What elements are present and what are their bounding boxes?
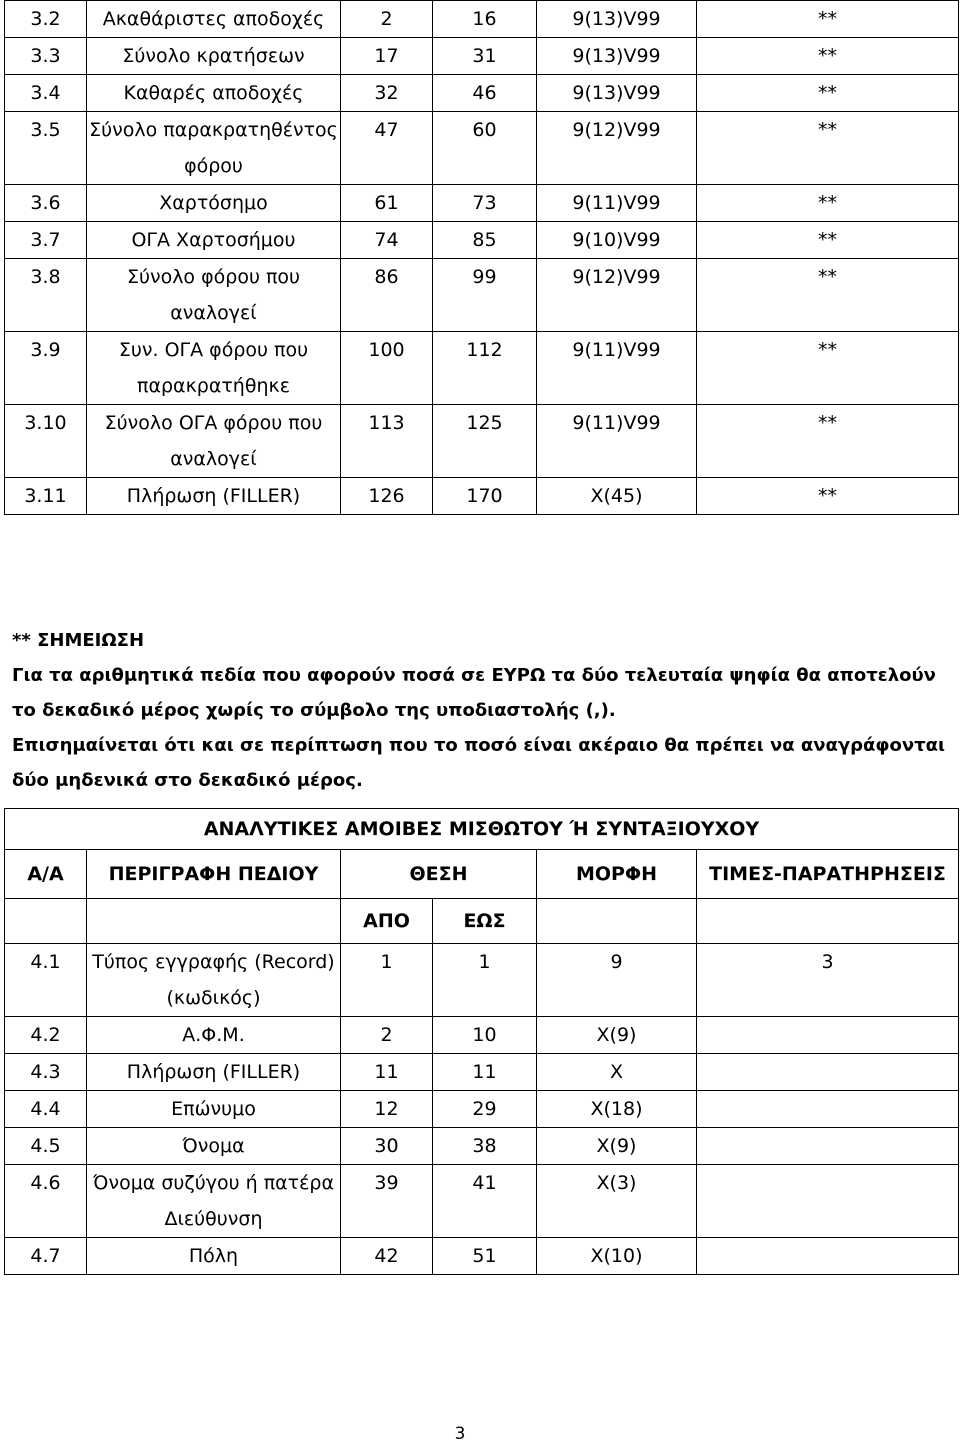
cell-format: 9(13)V99 xyxy=(537,1,697,38)
cell-notes: ** xyxy=(697,185,959,222)
cell-to: 51 xyxy=(433,1238,537,1275)
header-aa: Α/Α xyxy=(5,850,87,899)
cell-description xyxy=(87,1238,341,1275)
table-row xyxy=(5,259,959,332)
table-row xyxy=(5,478,959,515)
description-line: φόρου xyxy=(184,155,243,177)
description-line: Όνομα συζύγου ή πατέρα xyxy=(93,1172,334,1194)
cell-format: 9(11)V99 xyxy=(537,405,697,478)
cell-description xyxy=(87,38,341,75)
cell-notes: 3 xyxy=(697,944,959,1017)
description-line: Πλήρωση (FILLER) xyxy=(126,1061,301,1083)
cell-description xyxy=(87,1054,341,1091)
cell-description xyxy=(87,332,341,405)
table-row xyxy=(5,75,959,112)
table-row xyxy=(5,1128,959,1165)
cell-description xyxy=(87,944,341,1017)
cell-aa: 4.1 xyxy=(5,944,87,1017)
cell-to: 46 xyxy=(433,75,537,112)
description-line: Επώνυμο xyxy=(171,1098,256,1120)
fields-table-bottom xyxy=(4,808,959,1275)
subheader-empty-notes xyxy=(697,899,959,944)
cell-description xyxy=(87,1165,341,1238)
description-line: (κωδικός) xyxy=(166,987,261,1009)
cell-description xyxy=(87,1091,341,1128)
cell-aa: 4.6 xyxy=(5,1165,87,1238)
cell-aa: 3.9 xyxy=(5,332,87,405)
table-row xyxy=(5,222,959,259)
cell-aa: 3.10 xyxy=(5,405,87,478)
cell-description xyxy=(87,112,341,185)
cell-notes: ** xyxy=(697,1,959,38)
cell-aa: 3.11 xyxy=(5,478,87,515)
table-row xyxy=(5,1,959,38)
description-line: αναλογεί xyxy=(170,302,257,324)
cell-to: 125 xyxy=(433,405,537,478)
table-row xyxy=(5,1017,959,1054)
cell-to: 29 xyxy=(433,1091,537,1128)
cell-to: 85 xyxy=(433,222,537,259)
cell-format: X xyxy=(537,1054,697,1091)
cell-notes xyxy=(697,1054,959,1091)
header-notes: ΤΙΜΕΣ-ΠΑΡΑΤΗΡΗΣΕΙΣ xyxy=(697,850,959,899)
cell-description xyxy=(87,1017,341,1054)
cell-description xyxy=(87,1,341,38)
cell-format: X(3) xyxy=(537,1165,697,1238)
header-position: ΘΕΣΗ xyxy=(341,850,537,899)
description-line: Σύνολο κρατήσεων xyxy=(122,45,305,67)
notes-section xyxy=(12,623,952,798)
notes-heading: ** ΣΗΜΕΙΩΣΗ xyxy=(12,630,145,651)
cell-format: X(10) xyxy=(537,1238,697,1275)
cell-aa: 3.7 xyxy=(5,222,87,259)
cell-description xyxy=(87,1128,341,1165)
cell-notes: ** xyxy=(697,259,959,332)
cell-description xyxy=(87,222,341,259)
description-line: Διεύθυνση xyxy=(164,1208,263,1230)
cell-description xyxy=(87,478,341,515)
cell-from: 113 xyxy=(341,405,433,478)
header-description: ΠΕΡΙΓΡΑΦΗ ΠΕΔΙΟΥ xyxy=(87,850,341,899)
cell-from: 2 xyxy=(341,1017,433,1054)
description-line: αναλογεί xyxy=(170,448,257,470)
cell-format: 9 xyxy=(537,944,697,1017)
cell-notes: ** xyxy=(697,405,959,478)
cell-aa: 3.3 xyxy=(5,38,87,75)
cell-notes xyxy=(697,1091,959,1128)
cell-description xyxy=(87,185,341,222)
notes-paragraph-2: Επισημαίνεται ότι και σε περίπτωση που το ποσό είναι ακέραιο θα πρέπει να αναγράφονται δύο μηδενικά στο δεκαδικό μέρος. xyxy=(12,735,945,791)
cell-from: 32 xyxy=(341,75,433,112)
cell-format: X(9) xyxy=(537,1128,697,1165)
cell-to: 38 xyxy=(433,1128,537,1165)
cell-notes: ** xyxy=(697,38,959,75)
cell-aa: 3.5 xyxy=(5,112,87,185)
cell-format: X(45) xyxy=(537,478,697,515)
table-row xyxy=(5,1091,959,1128)
description-line: Σύνολο παρακρατηθέντος xyxy=(89,119,338,141)
cell-to: 31 xyxy=(433,38,537,75)
cell-description xyxy=(87,405,341,478)
cell-notes: ** xyxy=(697,222,959,259)
cell-to: 112 xyxy=(433,332,537,405)
cell-from: 11 xyxy=(341,1054,433,1091)
cell-from: 100 xyxy=(341,332,433,405)
table-header-row xyxy=(5,850,959,899)
cell-format: 9(13)V99 xyxy=(537,75,697,112)
description-line: Σύνολο φόρου που xyxy=(126,266,301,288)
notes-paragraph-1: Για τα αριθμητικά πεδία που αφορούν ποσά σε ΕΥΡΩ τα δύο τελευταία ψηφία θα αποτελούν το δεκαδικό μέρος χωρίς το σύμβολο της υποδιαστολής (,). xyxy=(12,665,936,721)
cell-to: 1 xyxy=(433,944,537,1017)
subheader-empty-aa xyxy=(5,899,87,944)
description-line: Πλήρωση (FILLER) xyxy=(126,485,301,507)
description-line: Τύπος εγγραφής (Record) xyxy=(92,951,335,973)
cell-aa: 3.6 xyxy=(5,185,87,222)
table-title: ΑΝΑΛΥΤΙΚΕΣ ΑΜΟΙΒΕΣ ΜΙΣΘΩΤΟΥ Ή ΣΥΝΤΑΞΙΟΥΧΟΥ xyxy=(5,809,959,850)
description-line: Όνομα xyxy=(182,1135,245,1157)
cell-to: 170 xyxy=(433,478,537,515)
cell-notes xyxy=(697,1017,959,1054)
table-row xyxy=(5,112,959,185)
cell-from: 74 xyxy=(341,222,433,259)
cell-aa: 4.5 xyxy=(5,1128,87,1165)
cell-to: 41 xyxy=(433,1165,537,1238)
cell-format: X(18) xyxy=(537,1091,697,1128)
cell-to: 11 xyxy=(433,1054,537,1091)
table-row xyxy=(5,1165,959,1238)
table-row xyxy=(5,405,959,478)
cell-from: 30 xyxy=(341,1128,433,1165)
subheader-empty-desc xyxy=(87,899,341,944)
cell-from: 126 xyxy=(341,478,433,515)
page-number: 3 xyxy=(454,1424,466,1444)
cell-from: 39 xyxy=(341,1165,433,1238)
cell-notes xyxy=(697,1165,959,1238)
cell-notes: ** xyxy=(697,332,959,405)
cell-to: 99 xyxy=(433,259,537,332)
table-row xyxy=(5,185,959,222)
description-line: Ακαθάριστες αποδοχές xyxy=(102,8,325,30)
header-format: ΜΟΡΦΗ xyxy=(537,850,697,899)
description-line: παρακρατήθηκε xyxy=(137,375,290,397)
cell-format: 9(12)V99 xyxy=(537,259,697,332)
cell-from: 42 xyxy=(341,1238,433,1275)
description-line: ΟΓΑ Χαρτοσήμου xyxy=(131,229,296,251)
cell-from: 2 xyxy=(341,1,433,38)
description-line: Πόλη xyxy=(188,1245,239,1267)
table-row xyxy=(5,38,959,75)
table-row xyxy=(5,1054,959,1091)
cell-notes xyxy=(697,1238,959,1275)
cell-from: 17 xyxy=(341,38,433,75)
cell-from: 47 xyxy=(341,112,433,185)
table-subheader-row xyxy=(5,899,959,944)
description-line: Συν. ΟΓΑ φόρου που xyxy=(118,339,309,361)
table-row xyxy=(5,944,959,1017)
cell-to: 16 xyxy=(433,1,537,38)
cell-from: 61 xyxy=(341,185,433,222)
table-title-row xyxy=(5,809,959,850)
cell-format: X(9) xyxy=(537,1017,697,1054)
cell-format: 9(11)V99 xyxy=(537,332,697,405)
table-row xyxy=(5,1238,959,1275)
cell-aa: 4.2 xyxy=(5,1017,87,1054)
cell-format: 9(13)V99 xyxy=(537,38,697,75)
cell-aa: 4.3 xyxy=(5,1054,87,1091)
description-line: Α.Φ.Μ. xyxy=(182,1024,245,1046)
cell-notes xyxy=(697,1128,959,1165)
cell-format: 9(11)V99 xyxy=(537,185,697,222)
cell-format: 9(10)V99 xyxy=(537,222,697,259)
cell-from: 86 xyxy=(341,259,433,332)
cell-description xyxy=(87,75,341,112)
description-line: Καθαρές αποδοχές xyxy=(123,82,304,104)
cell-aa: 3.4 xyxy=(5,75,87,112)
subheader-to: ΕΩΣ xyxy=(433,899,537,944)
description-line: Σύνολο ΟΓΑ φόρου που xyxy=(104,412,323,434)
cell-notes: ** xyxy=(697,112,959,185)
fields-table-top xyxy=(4,0,959,515)
cell-aa: 3.8 xyxy=(5,259,87,332)
cell-aa: 4.4 xyxy=(5,1091,87,1128)
cell-to: 60 xyxy=(433,112,537,185)
cell-aa: 4.7 xyxy=(5,1238,87,1275)
cell-from: 1 xyxy=(341,944,433,1017)
cell-notes: ** xyxy=(697,75,959,112)
subheader-from: ΑΠΟ xyxy=(341,899,433,944)
cell-description xyxy=(87,259,341,332)
cell-to: 10 xyxy=(433,1017,537,1054)
table-row xyxy=(5,332,959,405)
cell-notes: ** xyxy=(697,478,959,515)
description-line: Χαρτόσημο xyxy=(159,192,268,214)
cell-to: 73 xyxy=(433,185,537,222)
subheader-empty-format xyxy=(537,899,697,944)
cell-from: 12 xyxy=(341,1091,433,1128)
cell-aa: 3.2 xyxy=(5,1,87,38)
cell-format: 9(12)V99 xyxy=(537,112,697,185)
